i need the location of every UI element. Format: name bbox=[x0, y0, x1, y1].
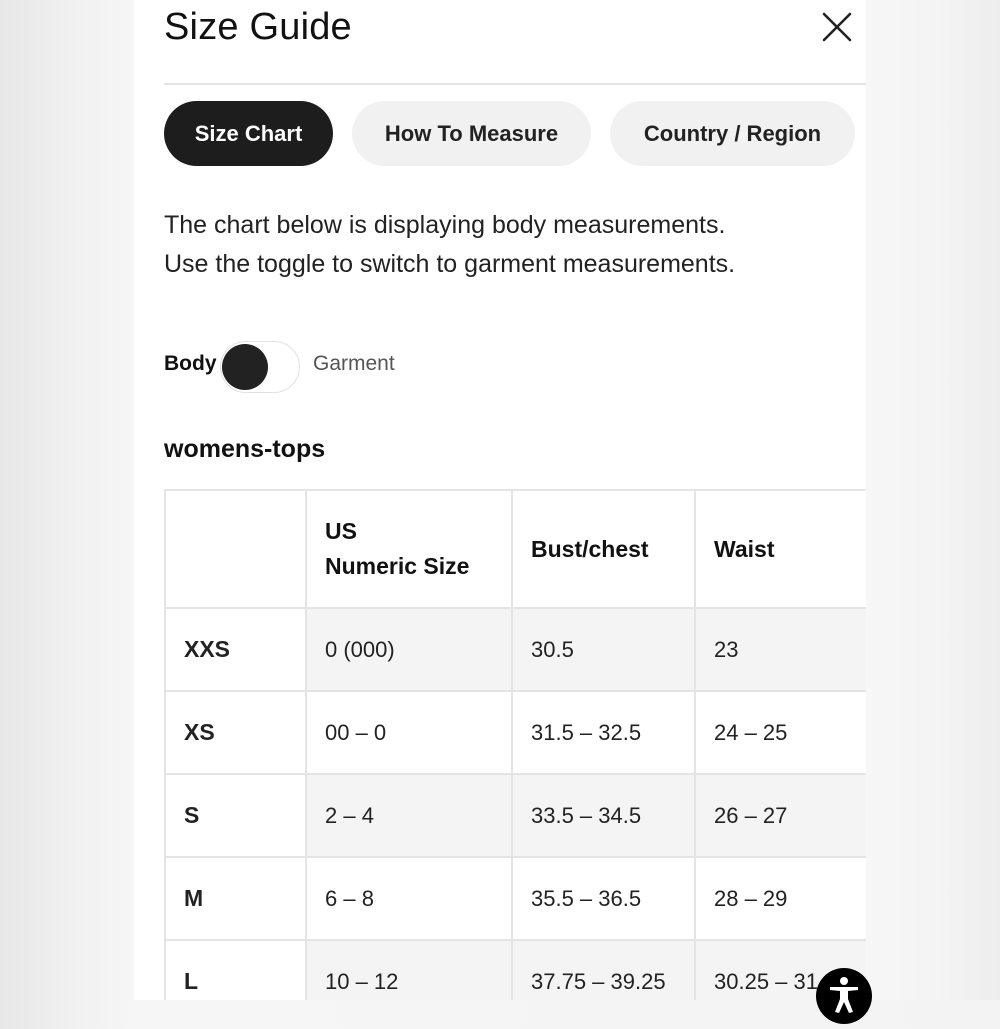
header-us-line2: Numeric Size bbox=[325, 553, 470, 579]
header-divider bbox=[164, 83, 866, 85]
size-cell: L bbox=[165, 940, 306, 1000]
waist-cell: 26 – 27 bbox=[695, 774, 866, 857]
table-row bbox=[165, 857, 866, 940]
size-cell: M bbox=[165, 857, 306, 940]
description-line-1: The chart below is displaying body measurements. bbox=[164, 211, 726, 239]
table-row bbox=[165, 940, 866, 1000]
modal-title: Size Guide bbox=[164, 6, 352, 48]
size-table bbox=[164, 489, 866, 1000]
tab-size-chart[interactable]: Size Chart bbox=[164, 101, 333, 166]
toggle-label-garment[interactable]: Garment bbox=[313, 352, 395, 375]
header-us-numeric-size bbox=[306, 490, 512, 608]
category-heading: womens-tops bbox=[164, 435, 326, 463]
waist-cell: 28 – 29 bbox=[695, 857, 866, 940]
size-cell: S bbox=[165, 774, 306, 857]
table-row bbox=[165, 691, 866, 774]
us-size-cell: 00 – 0 bbox=[306, 691, 512, 774]
bust-cell: 31.5 – 32.5 bbox=[512, 691, 695, 774]
close-icon[interactable] bbox=[820, 10, 854, 44]
table-header-row bbox=[165, 490, 866, 608]
bust-cell: 35.5 – 36.5 bbox=[512, 857, 695, 940]
waist-cell: 30.25 – 31 bbox=[695, 940, 866, 1000]
size-cell: XS bbox=[165, 691, 306, 774]
us-size-cell: 10 – 12 bbox=[306, 940, 512, 1000]
table-row bbox=[165, 774, 866, 857]
us-size-cell: 2 – 4 bbox=[306, 774, 512, 857]
description-line-2: Use the toggle to switch to garment measurements. bbox=[164, 250, 736, 278]
bust-cell: 37.75 – 39.25 bbox=[512, 940, 695, 1000]
table-row bbox=[165, 608, 866, 691]
header-us-line1: US bbox=[325, 518, 357, 544]
toggle-label-body[interactable]: Body bbox=[164, 352, 217, 375]
size-guide-modal bbox=[134, 0, 866, 1000]
bust-cell: 33.5 – 34.5 bbox=[512, 774, 695, 857]
tab-how-to-measure[interactable]: How To Measure bbox=[352, 101, 591, 166]
waist-cell: 24 – 25 bbox=[695, 691, 866, 774]
size-cell: XXS bbox=[165, 608, 306, 691]
us-size-cell: 6 – 8 bbox=[306, 857, 512, 940]
toggle-knob[interactable] bbox=[222, 344, 268, 390]
header-waist: Waist bbox=[695, 490, 866, 608]
us-size-cell: 0 (000) bbox=[306, 608, 512, 691]
header-size bbox=[165, 490, 306, 608]
bust-cell: 30.5 bbox=[512, 608, 695, 691]
tab-country-region[interactable]: Country / Region bbox=[610, 101, 855, 166]
body-garment-toggle[interactable] bbox=[220, 341, 300, 393]
backdrop bbox=[866, 0, 1000, 1000]
accessibility-icon[interactable] bbox=[816, 968, 872, 1024]
header-bust-chest: Bust/chest bbox=[512, 490, 695, 608]
waist-cell: 23 bbox=[695, 608, 866, 691]
description bbox=[164, 206, 844, 284]
